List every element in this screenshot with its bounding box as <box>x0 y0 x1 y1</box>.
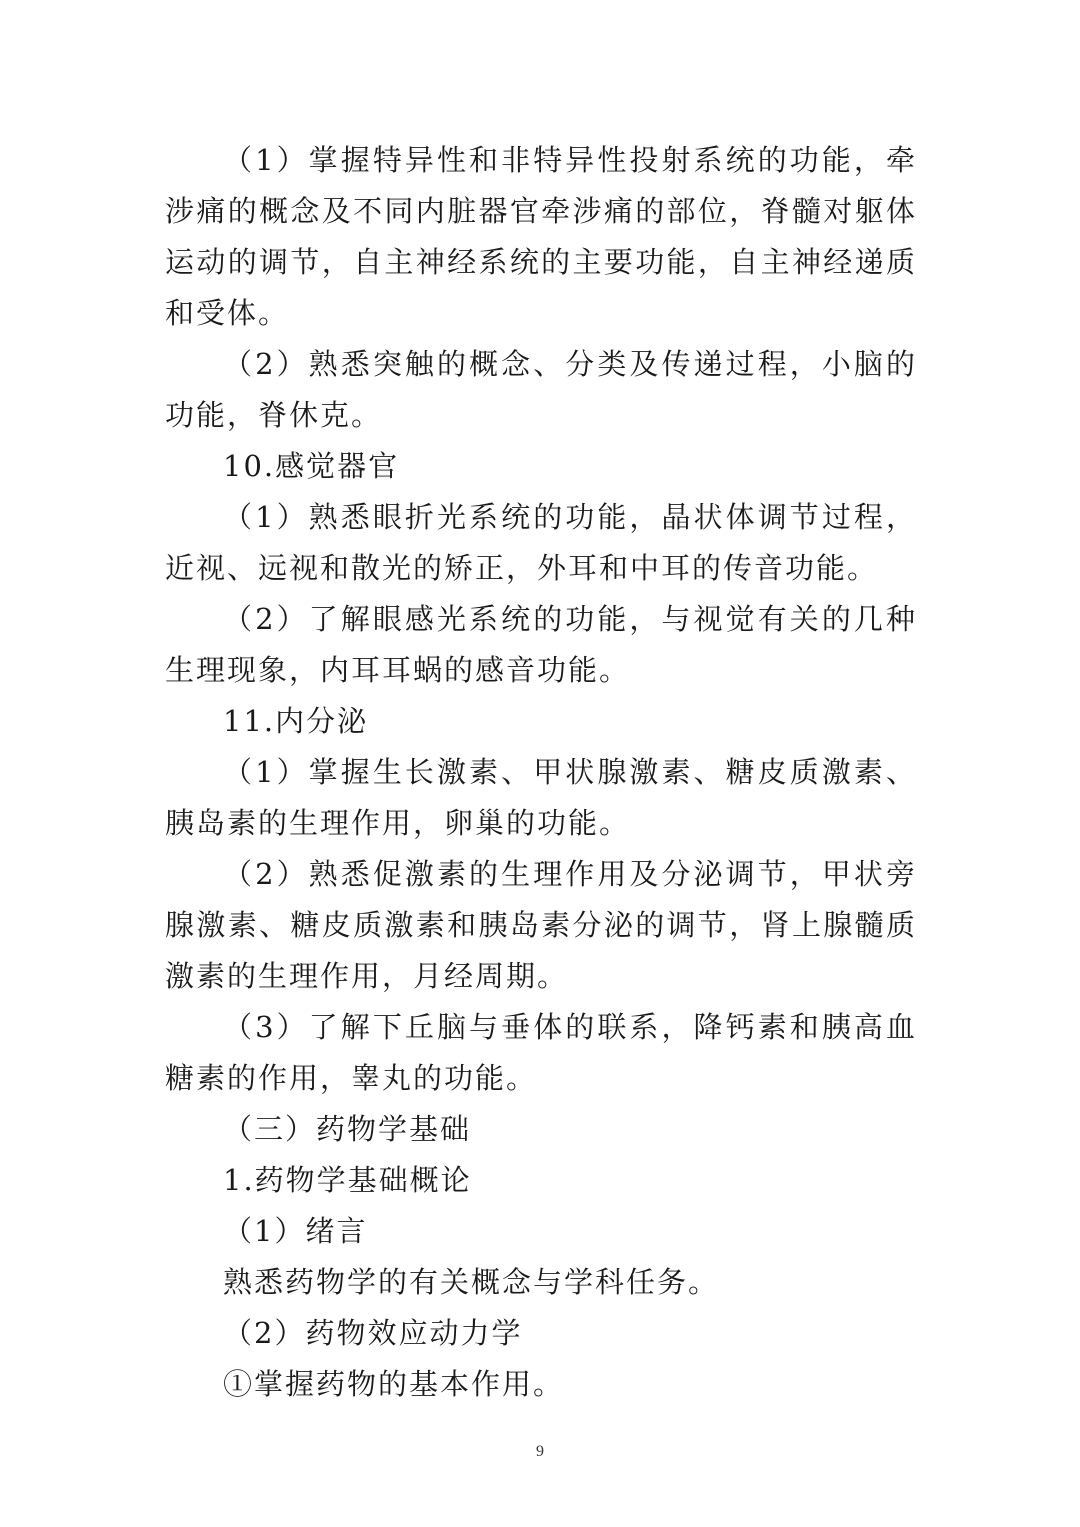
paragraph-eye-photoreception: （2）了解眼感光系统的功能，与视觉有关的几种生理现象，内耳耳蜗的感音功能。 <box>165 602 917 687</box>
heading-pharmacology-basics: （三）药物学基础 <box>223 1112 472 1146</box>
body-text <box>165 135 917 1410</box>
heading-pharmacodynamics: （2）药物效应动力学 <box>223 1316 523 1350</box>
heading-pharmacology-intro: 1.药物学基础概论 <box>223 1163 472 1197</box>
heading-sensory-organs: 10.感觉器官 <box>223 449 400 483</box>
heading-introduction: （1）绪言 <box>223 1214 368 1248</box>
paragraph-hormones-master: （1）掌握生长激素、甲状腺激素、糖皮质激素、胰岛素的生理作用，卵巢的功能。 <box>165 755 917 840</box>
paragraph-pharmacology-concepts: 熟悉药物学的有关概念与学科任务。 <box>223 1265 720 1299</box>
paragraph-eye-refraction: （1）熟悉眼折光系统的功能，晶状体调节过程，近视、远视和散光的矫正，外耳和中耳的传音功能。 <box>165 500 917 585</box>
paragraph-hormones-familiar: （2）熟悉促激素的生理作用及分泌调节，甲状旁腺激素、糖皮质激素和胰岛素分泌的调节，肾上腺髓质激素的生理作用，月经周期。 <box>165 857 917 993</box>
paragraph-basic-drug-action: ①掌握药物的基本作用。 <box>223 1367 565 1401</box>
paragraph-projection-systems: （1）掌握特异性和非特异性投射系统的功能，牵涉痛的概念及不同内脏器官牵涉痛的部位，脊髓对躯体运动的调节，自主神经系统的主要功能，自主神经递质和受体。 <box>165 143 917 330</box>
paragraph-synapse: （2）熟悉突触的概念、分类及传递过程，小脑的功能，脊休克。 <box>165 347 917 432</box>
paragraph-hormones-understand: （3）了解下丘脑与垂体的联系，降钙素和胰高血糖素的作用，睾丸的功能。 <box>165 1010 917 1095</box>
heading-endocrine: 11.内分泌 <box>223 704 369 738</box>
page-number: 9 <box>536 1443 544 1460</box>
